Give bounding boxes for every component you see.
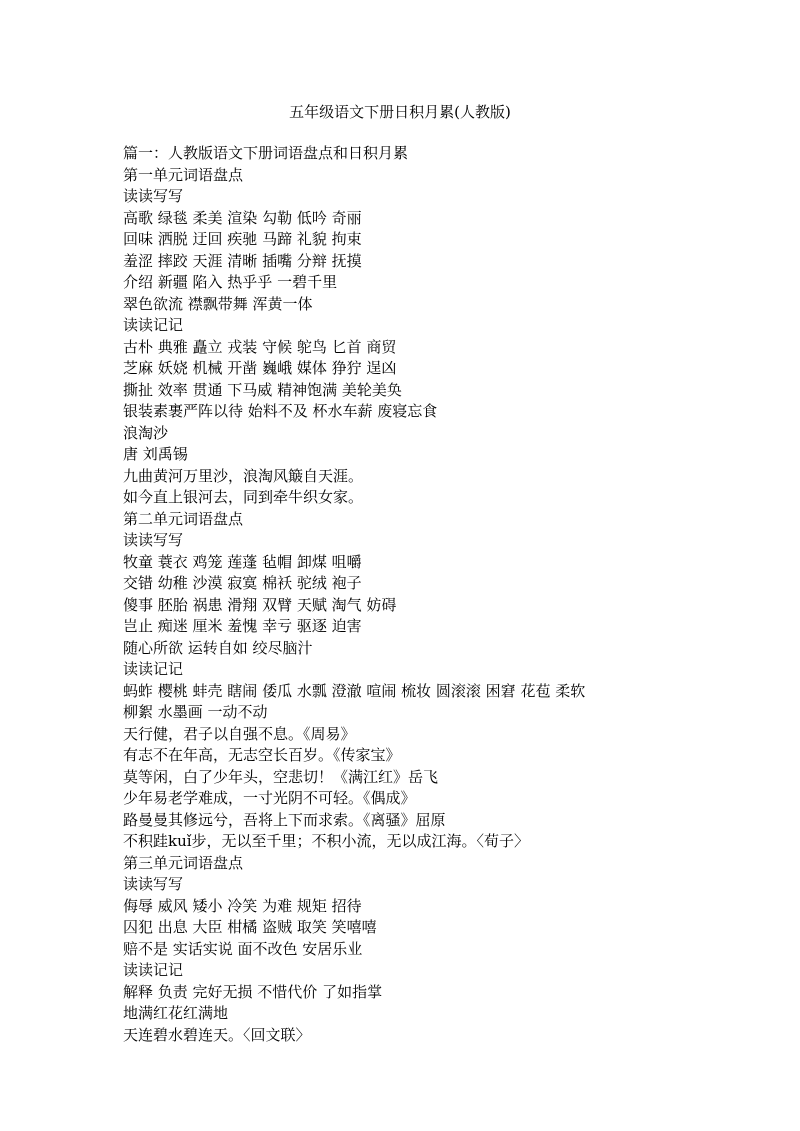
text-line: 路曼曼其修远兮，吾将上下而求索。《离骚》屈原 xyxy=(123,810,446,829)
text-line: 如今直上银河去，同到牵牛织女家。 xyxy=(123,488,364,506)
text-line: 地满红花红满地 xyxy=(123,1004,229,1022)
text-line: 第三单元词语盘点 xyxy=(123,853,244,872)
text-line: 读读写写 xyxy=(123,531,184,549)
text-line: 回味 洒脱 迂回 疾驰 马蹄 礼貌 拘束 xyxy=(123,230,362,248)
text-line: 囚犯 出息 大臣 柑橘 盗贼 取笑 笑嘻嘻 xyxy=(123,918,377,936)
text-line: 随心所欲 运转自如 绞尽脑汁 xyxy=(123,638,313,657)
text-line: 九曲黄河万里沙，浪淘风簸自天涯。 xyxy=(123,466,364,485)
text-line: 篇一：人教版语文下册词语盘点和日积月累 xyxy=(123,144,409,162)
text-line: 少年易老学难成，一寸光阴不可轻。《偶成》 xyxy=(123,789,416,807)
text-line: 解释 负责 完好无损 不惜代价 了如指掌 xyxy=(123,982,383,1001)
text-line: 唐 刘禹锡 xyxy=(123,445,188,463)
text-line: 读读记记 xyxy=(123,316,184,334)
text-line: 岂止 痴迷 厘米 羞愧 幸亏 驱逐 迫害 xyxy=(123,617,362,635)
text-line: 柳絮 水墨画 一动不动 xyxy=(123,703,268,721)
text-line: 侮辱 威风 矮小 冷笑 为难 规矩 招待 xyxy=(123,896,362,915)
text-line: 介绍 新疆 陷入 热乎乎 一碧千里 xyxy=(123,273,338,291)
text-line: 赔不是 实话实说 面不改色 安居乐业 xyxy=(123,939,363,958)
text-line: 莫等闲，白了少年头，空悲切！《满江红》岳飞 xyxy=(123,767,439,786)
text-line: 不积跬kuǐ步，无以至千里；不积小流，无以成江海。〈荀子〉 xyxy=(123,832,530,850)
text-line: 交错 幼稚 沙漠 寂寞 棉袄 驼绒 袍子 xyxy=(123,574,362,592)
text-line: 天行健，君子以自强不息。《周易》 xyxy=(123,724,356,743)
text-line: 银装素裹严阵以待 始料不及 杯水车薪 废寝忘食 xyxy=(123,402,438,420)
document-body xyxy=(123,143,783,1046)
text-line: 读读写写 xyxy=(123,187,184,205)
text-line: 有志不在年高，无志空长百岁。《传家宝》 xyxy=(123,746,401,764)
text-line: 牧童 蓑衣 鸡笼 莲蓬 毡帽 卸煤 咀嚼 xyxy=(123,552,362,571)
text-line: 读读记记 xyxy=(123,660,184,678)
text-line: 翠色欲流 襟飘带舞 浑黄一体 xyxy=(123,294,313,313)
text-line: 古朴 典雅 矗立 戎装 守候 鸵鸟 匕首 商贸 xyxy=(123,337,397,356)
text-line: 羞涩 摔跤 天涯 清晰 插嘴 分辩 抚摸 xyxy=(123,251,362,270)
text-line: 傻事 胚胎 祸患 滑翔 双臂 天赋 淘气 妨碍 xyxy=(123,595,397,614)
text-line: 蚂蚱 樱桃 蚌壳 瞎闹 倭瓜 水瓢 澄澈 喧闹 梳妆 圆滚滚 困窘 花苞 柔软 xyxy=(123,681,586,700)
text-line: 天连碧水碧连天。〈回文联〉 xyxy=(123,1025,311,1044)
text-line: 高歌 绿毯 柔美 渲染 勾勒 低吟 奇丽 xyxy=(123,208,362,227)
text-line: 读读写写 xyxy=(123,875,184,893)
text-line: 第一单元词语盘点 xyxy=(123,165,244,184)
text-line: 芝麻 妖娆 机械 开凿 巍峨 媒体 狰狞 逞凶 xyxy=(123,359,397,377)
text-line: 浪淘沙 xyxy=(123,423,169,442)
text-line: 读读记记 xyxy=(123,961,184,979)
text-line: 第二单元词语盘点 xyxy=(123,509,244,528)
page-title: 五年级语文下册日积月累(人教版) xyxy=(289,103,511,121)
text-line: 撕扯 效率 贯通 下马威 精神饱满 美轮美奂 xyxy=(123,380,402,399)
